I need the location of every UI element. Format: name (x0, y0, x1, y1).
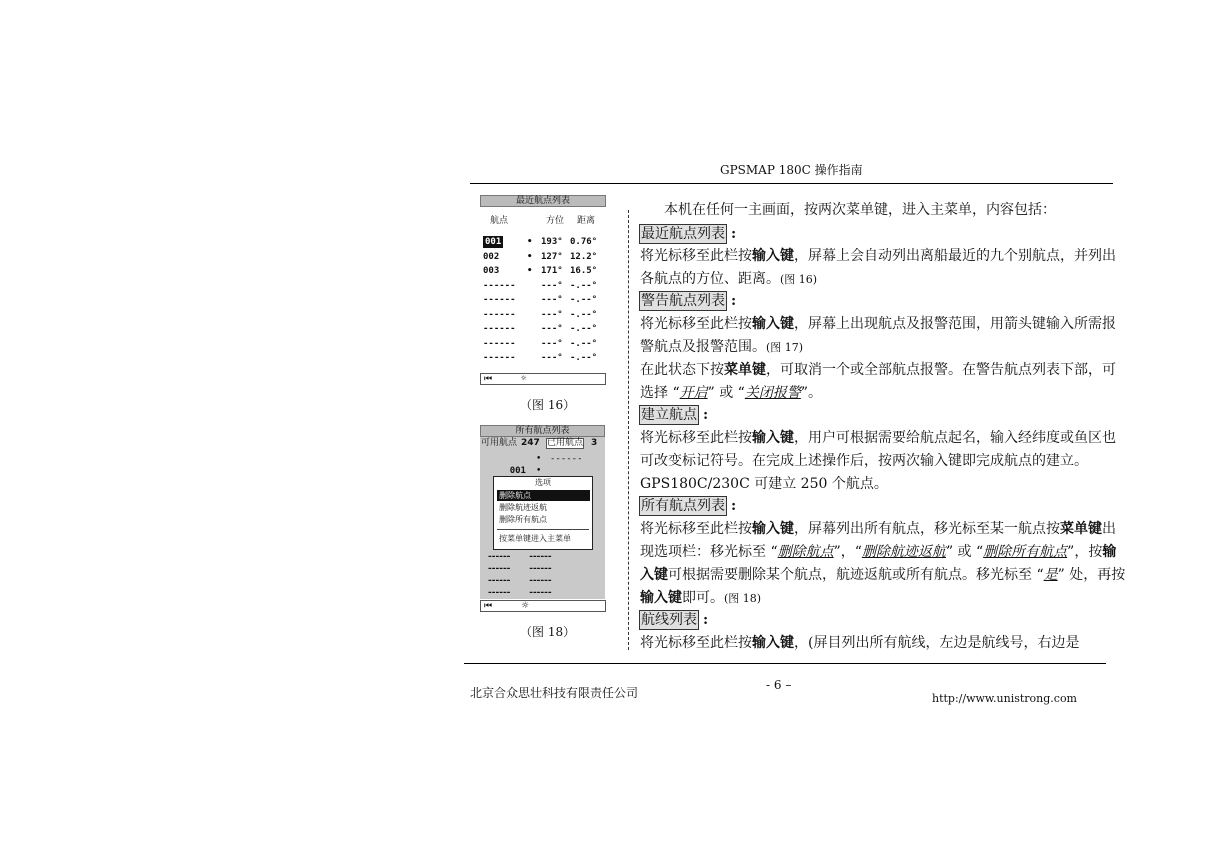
s2-text-b: ，屏幕上出现航点及报警范围，用箭头键输入所需报警航点及报警范围。 (640, 316, 1116, 355)
s2-paragraph (640, 313, 1128, 405)
fig18-backlight-icon: ☼ (521, 601, 530, 611)
s5-text-a: 将光标移至此栏按 (640, 635, 752, 651)
fig18-empty-row: ------ ------ (488, 552, 552, 562)
figure-16-screen (480, 195, 606, 385)
s3-key: 输入键 (752, 430, 794, 446)
s2-text-d: ，可取消一个或全部航点报警。在警告航点列表下部，可选择 “ (640, 362, 1116, 401)
popup-item-delete-all[interactable]: 删除所有航点 (499, 515, 547, 524)
s5-paragraph (640, 632, 1128, 655)
fig18-empty-row: ------ ------ (488, 576, 552, 586)
s1-colon: : (731, 226, 737, 242)
s4-opt3: 删除所有航点 (983, 544, 1068, 560)
s3-text-a: 将光标移至此栏按 (640, 430, 752, 446)
s2-key: 输入键 (752, 316, 794, 332)
fig16-skip-icon: ⏮ (484, 374, 493, 384)
s4-yes: 是 (1043, 567, 1058, 583)
website-url: http://www.unistrong.com (932, 692, 1077, 705)
popup-item-delete-waypoint[interactable]: 删除航点 (497, 490, 590, 501)
fig16-row-dist: 12.2° (570, 251, 598, 262)
fig16-row-name: ------ (483, 324, 516, 334)
s2-colon: : (731, 293, 737, 309)
s4-key3: 输入键 (640, 544, 1117, 583)
fig16-row-dot: • (527, 251, 533, 262)
s5-text-b: ，(屏目列出所有航线，左边是航线号，右边是 (794, 635, 1080, 651)
s3-paragraph (640, 427, 1128, 496)
s4-paragraph (640, 518, 1128, 610)
s4-title-text: 所有航点列表 (641, 498, 725, 514)
s2-open-option: 开启 (679, 385, 708, 401)
section-title-routes (639, 610, 699, 630)
s2-title-text: 警告航点列表 (641, 293, 725, 309)
page-number: - 6 – (766, 678, 792, 692)
popup-item-delete-track-back[interactable]: 删除航迹返航 (499, 503, 547, 512)
s2-text-e: ” 或 “ (707, 385, 745, 401)
fig16-row-bearing: 171° (541, 266, 563, 276)
s3-text-b: ，用户可根据需要给航点起名，输入经纬度或鱼区也可改变标记符号。在完成上述操作后，按两次输入键即完成航点的建立。GPS180C/230C 可建立 250 个航点。 (640, 430, 1116, 492)
fig18-count-row (480, 437, 605, 449)
options-popup (493, 476, 593, 550)
fig16-col-distance: 距离 (577, 216, 596, 226)
fig18-row2-dot: • (536, 466, 542, 476)
fig16-row-dist: -.--° (570, 324, 598, 334)
fig16-row-name: 003 (483, 266, 500, 276)
s4-text-h: ” 处，再按 (1057, 567, 1126, 583)
fig16-status-bar (480, 373, 606, 385)
fig16-row-name: 002 (483, 251, 500, 262)
s1-title-text: 最近航点列表 (641, 226, 725, 242)
s2-text-f: ”。 (800, 385, 822, 401)
s1-ref: (图 16) (780, 273, 818, 286)
margin-dash-line (628, 210, 629, 650)
s4-text-b: ，屏幕列出所有航点，移光标至某一航点按 (794, 521, 1060, 537)
s2-ref: (图 17) (766, 341, 804, 354)
fig18-used-value: 3 (591, 438, 598, 448)
fig18-available-label: 可用航点 (481, 438, 518, 448)
s4-text-g: 可根据需要删除某个航点，航迹返航或所有航点。移光标至 “ (668, 567, 1044, 583)
popup-title: 选项 (535, 478, 551, 487)
fig16-row-name: ------ (483, 353, 516, 363)
fig16-row-dist: -.--° (570, 309, 598, 320)
s4-key4: 输入键 (640, 590, 682, 606)
fig16-row-bearing: 193° (541, 237, 563, 247)
fig16-row-name: ------ (483, 280, 516, 291)
page-header: GPSMAP 180C 操作指南 (720, 163, 863, 177)
fig16-row-bearing: ---° (541, 353, 563, 363)
fig16-row-bearing: ---° (541, 309, 563, 320)
s4-text-c: 出现选项栏：移光标至 “ (640, 521, 1116, 560)
s4-opt2: 删除航迹返航 (861, 544, 946, 560)
fig18-used-label: 已用航点 (547, 438, 584, 448)
section-title-alarm (639, 291, 727, 311)
fig16-row-dot: • (527, 266, 533, 276)
fig16-caption: （图 16） (520, 398, 576, 412)
fig16-title: 最近航点列表 (480, 195, 606, 207)
popup-divider (497, 529, 589, 530)
fig16-row-name: ------ (483, 338, 516, 349)
fig16-row-dot: • (527, 237, 533, 247)
top-rule (470, 183, 1113, 184)
s2-close-option: 关闭报警 (744, 385, 801, 401)
popup-footer: 按菜单键进入主菜单 (499, 534, 571, 543)
fig18-title: 所有航点列表 (480, 425, 605, 437)
fig16-row-dist: 0.76° (570, 237, 598, 247)
fig18-row1-dash: ------ (550, 454, 583, 464)
fig16-row-dist: -.--° (570, 338, 598, 349)
s4-text-f: ”，按 (1067, 544, 1103, 560)
s3-colon: : (703, 407, 709, 423)
s2-text-a: 将光标移至此栏按 (640, 316, 752, 332)
fig18-skip-icon: ⏮ (484, 601, 493, 611)
section-title-create (639, 405, 699, 425)
fig16-row-bearing: ---° (541, 324, 563, 334)
fig16-row-name: ------ (483, 309, 516, 320)
s1-key: 输入键 (752, 248, 794, 264)
fig16-row-dist: -.--° (570, 353, 598, 363)
s2-text-c: 在此状态下按 (640, 362, 724, 378)
s4-text-i: 即可。 (682, 590, 724, 606)
intro-paragraph (640, 199, 1128, 222)
s4-text-e: ” 或 “ (945, 544, 984, 560)
fig18-empty-row: ------ ------ (488, 564, 552, 574)
s1-text-a: 将光标移至此栏按 (640, 248, 752, 264)
intro-text: 本机在任何一主画面，按两次菜单键，进入主菜单，内容包括： (664, 202, 1056, 218)
section-title-nearest (639, 224, 727, 244)
fig16-row-dist: -.--° (570, 295, 598, 305)
s1-paragraph (640, 245, 1128, 291)
fig18-row1-name: 001 (509, 466, 526, 476)
fig16-row-name: 001 (485, 237, 502, 247)
s4-colon: : (731, 498, 737, 514)
fig16-col-waypoint: 航点 (490, 216, 509, 226)
section-title-all (639, 496, 727, 516)
s5-key: 输入键 (752, 635, 794, 651)
fig16-row-bearing: ---° (541, 295, 563, 305)
fig18-row-1 (488, 453, 526, 476)
fig18-caption: （图 18） (520, 625, 576, 639)
fig16-row-bearing: 127° (541, 251, 563, 262)
company-name: 北京合众思壮科技有限责任公司 (470, 686, 639, 700)
fig16-row-dist: 16.5° (570, 266, 598, 276)
s1-text-b: ，屏幕上会自动列出离船最近的九个别航点，并列出各航点的方位、距离。 (640, 248, 1116, 287)
fig18-row1-dot: • (536, 454, 542, 464)
fig16-row-name: ------ (483, 295, 516, 305)
fig18-status-bar (480, 600, 606, 612)
fig18-empty-row: ------ ------ (488, 588, 552, 598)
s3-title-text: 建立航点 (641, 407, 697, 423)
fig16-row-bearing: ---° (541, 338, 563, 349)
bottom-rule (464, 663, 1106, 664)
s4-text-d: ”，“ (833, 544, 862, 560)
s4-text-a: 将光标移至此栏按 (640, 521, 752, 537)
s5-colon: : (703, 612, 709, 628)
s4-ref: (图 18) (724, 592, 762, 605)
s4-key: 输入键 (752, 521, 794, 537)
s2-key2: 菜单键 (724, 362, 766, 378)
s4-key2: 菜单键 (1060, 521, 1102, 537)
fig18-available-value: 247 (521, 438, 540, 448)
fig16-row-bearing: ---° (541, 280, 563, 291)
s4-opt1: 删除航点 (777, 544, 834, 560)
fig16-row-dist: -.--° (570, 280, 598, 291)
fig16-backlight-icon: ☼ (521, 374, 527, 384)
fig16-col-bearing: 方位 (546, 216, 565, 226)
s5-title-text: 航线列表 (641, 612, 697, 628)
